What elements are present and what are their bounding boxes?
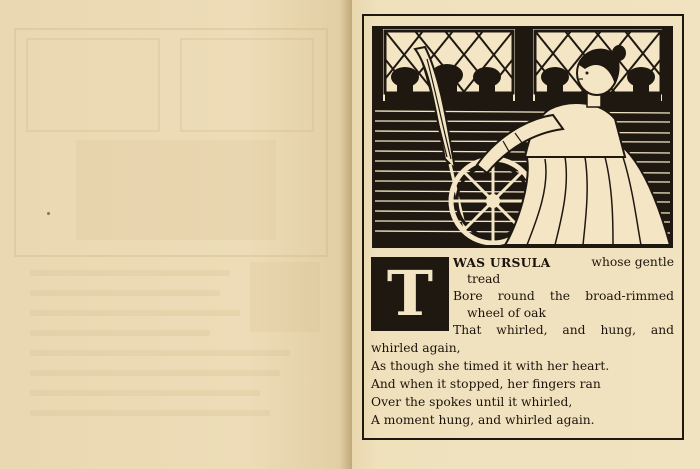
woodcut-illustration [372, 26, 673, 248]
show-through-frame [14, 28, 328, 257]
poem-first-words: WAS URSULA [453, 255, 551, 270]
poem-line: A moment hung, and whirled again. [371, 413, 595, 427]
show-through-text-line [30, 390, 260, 396]
show-through-text-line [30, 310, 240, 316]
show-through-pane [180, 38, 314, 132]
poem-line-rest: whose gentle [591, 255, 674, 269]
poem-line: Bore round the broad-rimmed [453, 289, 674, 303]
show-through-text-line [30, 350, 290, 356]
show-through-text-line [30, 270, 230, 276]
show-through-pane [26, 38, 160, 132]
drop-cap-letter: T [386, 257, 434, 330]
paper-speck [47, 212, 50, 215]
show-through-drop-cap [250, 262, 320, 332]
poem-line: And when it stopped, her fingers ran [371, 377, 601, 391]
poem-line: As though she timed it with her heart. [371, 359, 610, 373]
show-through-text-line [30, 370, 280, 376]
show-through-text-line [30, 290, 220, 296]
poem-line: whirled again, [371, 341, 461, 355]
spinning-woman-woodcut [375, 29, 670, 245]
poem-line: Over the spokes until it whirled, [371, 395, 573, 409]
poem-line: That whirled, and hung, and [453, 323, 674, 337]
poem-line: tread [467, 272, 501, 286]
show-through-text-line [30, 410, 270, 416]
poem-text [371, 254, 674, 434]
show-through-figure [76, 140, 276, 240]
window-left [385, 31, 513, 101]
poem-line [453, 254, 674, 271]
show-through-text-line [30, 330, 210, 336]
drop-cap [371, 257, 449, 331]
poem-line: wheel of oak [467, 306, 546, 320]
